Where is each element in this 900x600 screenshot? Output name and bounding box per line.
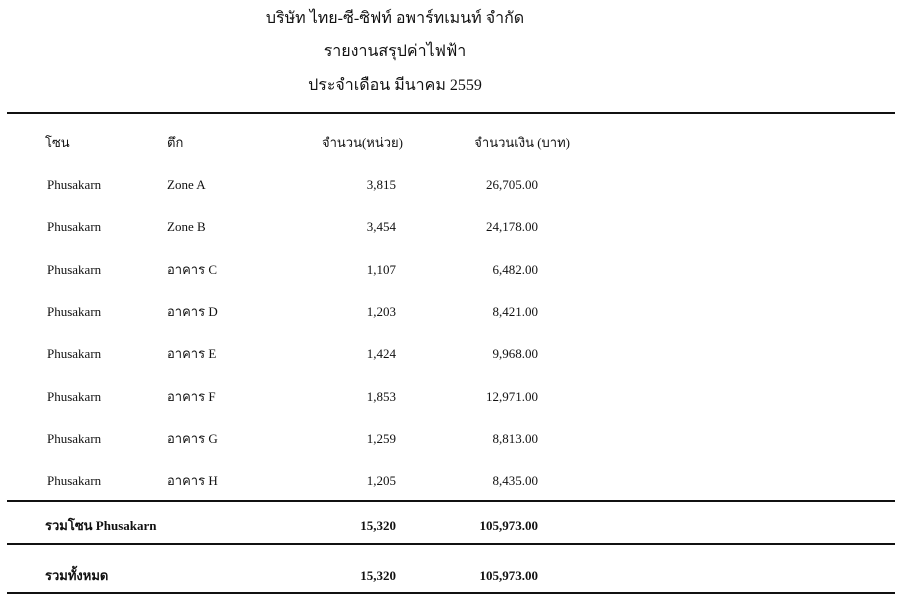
row-units: 3,815 bbox=[366, 177, 396, 192]
row-building: Zone B bbox=[167, 219, 206, 234]
row-building: อาคาร H bbox=[167, 473, 218, 488]
row-amount: 8,421.00 bbox=[492, 304, 538, 319]
row-zone: Phusakarn bbox=[47, 389, 102, 404]
row-amount: 12,971.00 bbox=[486, 389, 538, 404]
row-building: อาคาร G bbox=[167, 431, 218, 446]
subtotal-units: 15,320 bbox=[360, 518, 396, 533]
row-amount: 24,178.00 bbox=[486, 219, 538, 234]
row-amount: 9,968.00 bbox=[492, 346, 538, 361]
header-building: ตึก bbox=[167, 135, 184, 150]
grand-total-divider bbox=[7, 543, 895, 545]
row-units: 1,107 bbox=[366, 262, 396, 277]
report-title: รายงานสรุปค่าไฟฟ้า bbox=[323, 43, 467, 60]
row-building: อาคาร C bbox=[167, 262, 218, 277]
row-amount: 8,435.00 bbox=[492, 473, 538, 488]
row-units: 1,205 bbox=[366, 473, 396, 488]
header-zone: โซน bbox=[45, 135, 70, 150]
grand-total-amount: 105,973.00 bbox=[479, 568, 538, 583]
top-divider bbox=[7, 112, 895, 114]
subtotal-divider bbox=[7, 500, 895, 502]
report-period: ประจำเดือน มีนาคม 2559 bbox=[308, 77, 482, 94]
row-amount: 8,813.00 bbox=[492, 431, 538, 446]
row-amount: 6,482.00 bbox=[492, 262, 538, 277]
row-units: 1,203 bbox=[366, 304, 396, 319]
row-units: 3,454 bbox=[366, 219, 396, 234]
row-zone: Phusakarn bbox=[47, 473, 102, 488]
row-building: อาคาร D bbox=[167, 304, 218, 319]
subtotal-amount: 105,973.00 bbox=[479, 518, 538, 533]
row-zone: Phusakarn bbox=[47, 219, 102, 234]
row-building: อาคาร E bbox=[167, 346, 217, 361]
row-units: 1,424 bbox=[366, 346, 396, 361]
row-building: อาคาร F bbox=[167, 389, 216, 404]
company-name: บริษัท ไทย-ซี-ซิฟท์ อพาร์ทเมนท์ จำกัด bbox=[265, 10, 525, 27]
row-amount: 26,705.00 bbox=[486, 177, 538, 192]
row-zone: Phusakarn bbox=[47, 304, 102, 319]
row-zone: Phusakarn bbox=[47, 177, 102, 192]
row-building: Zone A bbox=[167, 177, 206, 192]
grand-total-units: 15,320 bbox=[360, 568, 396, 583]
bottom-divider bbox=[7, 592, 895, 594]
row-zone: Phusakarn bbox=[47, 346, 102, 361]
row-zone: Phusakarn bbox=[47, 431, 102, 446]
subtotal-label: รวมโซน Phusakarn bbox=[45, 518, 157, 533]
row-units: 1,259 bbox=[366, 431, 396, 446]
row-units: 1,853 bbox=[366, 389, 396, 404]
row-zone: Phusakarn bbox=[47, 262, 102, 277]
header-amount: จำนวนเงิน (บาท) bbox=[474, 135, 570, 150]
header-units: จำนวน(หน่วย) bbox=[321, 135, 403, 150]
grand-total-label: รวมทั้งหมด bbox=[45, 568, 109, 583]
